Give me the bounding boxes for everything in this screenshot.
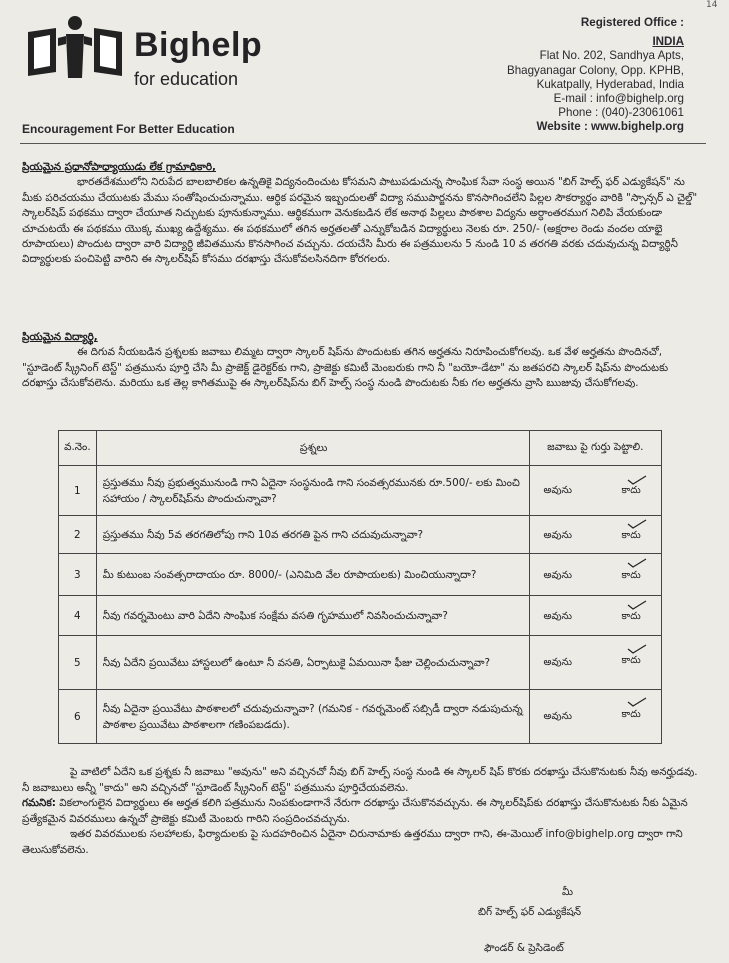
table-header-row <box>59 431 662 466</box>
checkmark-icon <box>626 643 648 655</box>
address-line: Bhagyanagar Colony, Opp. KPHB, <box>506 63 684 77</box>
registered-office-address <box>424 16 684 135</box>
paragraph-text: పై వాటిలో ఏదేని ఒక ప్రశ్నకు నీ జవాబు "అవును" అని వచ్చినచో నీవు బిగ్ హెల్ప్ సంస్థ నుండి ఈ స్కాలర్ షిప్ కొరకు దరఖాస్తు చేసుకొనుటకు నీవు అనర్హుడవు. నీ జవాబులు అన్నీ "కాదు" అని వచ్చినచో "స్టూడెంట్ స్క్రీనింగ్ టెస్ట్" పత్రమును పూర్తిచేయవలెను. <box>22 766 698 794</box>
checkmark-icon <box>626 599 648 611</box>
answer-no[interactable]: కాదు <box>621 485 641 496</box>
answer-options <box>529 466 661 516</box>
question-text: నీవు ఏదేని ప్రయివేటు హాస్టలులో ఉంటూ నీ వసతి, ఏర్పాటుకై ఏమయినా ఫీజు చెల్లించుచున్నావా? <box>96 636 529 690</box>
serial-no: 5 <box>59 636 97 690</box>
question-text: ప్రస్తుతము నీవు 5వ తరగతిలోపు గాని 10వ తరగతి పైన గాని చదువుచున్నావా? <box>96 516 529 554</box>
table-row <box>59 516 662 554</box>
serial-no: 6 <box>59 690 97 744</box>
answer-options <box>529 636 661 690</box>
eligibility-questions-table <box>58 430 662 744</box>
address-line: Kukatpally, Hyderabad, India <box>536 77 684 91</box>
question-text: నీవు ఏదైనా ప్రయివేటు పాఠశాలలో చదువుచున్నావా? (గమనిక - గవర్నమెంట్ సబ్సిడీ ద్వారా నడుపుచున్న పాఠశాల ప్రయివేటు పాఠశాలగా గణింపబడదు). <box>96 690 529 744</box>
answer-options <box>529 516 661 554</box>
paragraph <box>22 827 698 858</box>
checkmark-icon <box>626 557 648 569</box>
answer-no[interactable]: కాదు <box>621 570 641 581</box>
table-row <box>59 636 662 690</box>
answer-no[interactable]: కాదు <box>621 655 641 666</box>
table-row <box>59 466 662 516</box>
header-answer: జవాబు పై గుర్తు పెట్టాలి. <box>529 431 661 466</box>
note-text: వికలాంగులైన విద్యార్థులు ఈ అర్హత కలిగి పత్రమును నింపకుండాగానే నేరుగా దరఖాస్తు చేసుకొనవచ్చును. ఈ స్కాలర్‌షిప్‌కు దరఖాస్తు చేసుకొనుటకు నీకు ఏమైన ప్రత్యేకమైన వివరములు ఉన్నచో ప్రాజెక్టు కమిటీ మెంబరు గారిని సంప్రదించవచ్చును. <box>22 797 688 825</box>
email: E-mail : info@bighelp.org <box>553 92 684 106</box>
answer-no[interactable]: కాదు <box>621 709 641 720</box>
header-serial-no: వ.నెం. <box>59 431 97 466</box>
answer-yes[interactable]: అవును <box>543 657 573 668</box>
website: Website : www.bighelp.org <box>536 120 684 134</box>
table-row <box>59 554 662 596</box>
bighelp-logo-icon <box>22 14 128 84</box>
tagline: Encouragement For Better Education <box>22 122 235 136</box>
salutation-headmaster: ప్రియమైన ప్రధానోపాధ్యాయుడు లేక గ్రామాధికారి, <box>22 161 216 173</box>
answer-yes[interactable]: అవును <box>543 611 573 622</box>
paragraph <box>22 345 698 391</box>
page-number: 14 <box>706 0 718 10</box>
answer-yes[interactable]: అవును <box>543 711 573 722</box>
paragraph-text: ఇతర వివరములకు సలహాలకు, ఫిర్యాదులకు పై సుదహరించిన ఏదైనా చిరునామాకు ఉత్తరము ద్వారా గాని, ఈ-మెయిల్ info@bighelp.org ద్వారా గాని తెలుసుకోవలెను. <box>22 828 683 856</box>
phone: Phone : (040)-23061061 <box>558 106 684 120</box>
table-row <box>59 690 662 744</box>
paragraph-text: ఈ దిగువ నీయబడిన ప్రశ్నలకు జవాబు లిమ్మట ద్వారా స్కాలర్ షిప్‌ను పొందుటకు తగిన అర్హతను నిరూపించుకోగలవు. ఒక వేళ అర్హతను పొందినచో, "స్టూడెంట్ స్క్రీనింగ్ టెస్ట్" పత్రమును పూర్తి చేసి మీ ప్రాజెక్ట్ డైరెక్టర్‌కు గాని, ప్రాజెక్టు కమిటీ మెంబరుకు గాని నీ "బయో-డేటా" ను జతపరచి స్కాలర్ షిప్‌ను పొందుటకు దరఖాస్తు చేసుకోవలెను. మరియు ఒక తెల్ల కాగితముపై ఈ స్కాలర్‌షిప్‌ను బిగ్ హెల్ప్ సంస్థ నుండి పొందుటకు నీకు గల అర్హతను వ్రాసి ఋజువు చేసుకోగలవు. <box>22 346 669 390</box>
address-line: Flat No. 202, Sandhya Apts, <box>539 49 684 63</box>
checkmark-icon <box>626 696 648 708</box>
answer-yes[interactable]: అవును <box>543 570 573 581</box>
salutation-student: ప్రియమైన విద్యార్థి, <box>22 331 98 343</box>
answer-no[interactable]: కాదు <box>621 530 641 541</box>
question-text: ప్రస్తుతము నీవు ప్రభుత్వమునుండి గాని ఏదైనా సంస్థనుండి గాని సంవత్సరమునకు రూ.500/- లకు మించి సహాయం / స్కాలర్‌షిప్‌ను పొందుచున్నావా? <box>96 466 529 516</box>
brand-name: Bighelp <box>134 26 263 64</box>
answer-options <box>529 554 661 596</box>
table-row <box>59 596 662 636</box>
answer-options <box>529 690 661 744</box>
note <box>22 796 698 827</box>
question-text: మీ కుటుంబ సంవత్సరాదాయం రూ. 8000/- (ఎనిమిది వేల రూపాయలకు) మించియున్నాదా? <box>96 554 529 596</box>
answer-options <box>529 596 661 636</box>
question-text: నీవు గవర్నమెంటు వారి ఏదేని సాంఘిక సంక్షేమ వసతి గృహములో నివసించుచున్నావా? <box>96 596 529 636</box>
serial-no: 1 <box>59 466 97 516</box>
paragraph-text: భారతదేశములోని నిరుపేద బాలబాలికల ఉన్నతికై విద్యనందించుట కోసమని పాటుపడుచున్న సాంఘిక సేవా సంస్థ అయిన "బిగ్ హెల్ప్ ఫర్ ఎడ్యుకేషన్" ను మీకు పరిచయము చేయుటకు మేము సంతోషించుచున్నాము. ఆర్థిక పరమైన ఇబ్బందులతో విద్యా సముపార్జనను కొనసాగించలేని పిల్లల సౌకర్యార్థం వారికి "స్పాన్సర్ ఎ చైల్డ్" స్కాలర్‌షిప్ పథకము ద్వారా చేయూత నిచ్చుటకు పూనుకున్నాము. ఆర్థికముగా వెనుకబడిన లేక అనాథ పిల్లలు పాఠశాల విద్యను అర్ధాంతరముగ నిలిపి వేయకుండా చూచుటయే ఈ పథకము యొక్క ముఖ్య ఉద్దేశ్యము. ఈ పథకములో తగిన అర్హతలతో ఎన్నుకోబడిన విద్యార్థులు నెలకు రూ. 250/- (అక్షరాల రెండు వందల యాభై రూపాయలు) పొందుట ద్వారా వారి విద్యార్థి జీవితమును కొనసాగించ వచ్చును. దయచేసి మీరు ఈ పత్రములను 5 నుండి 10 వ తరగతి వరకు చదువుచున్న విద్యార్థినీ విద్యార్థులకు పంచిపెట్టి వారిని ఈ స్కాలర్‌షిప్ కోసము దరఖాస్తు చేసుకోవలసినదిగా కోరగలరు. <box>22 176 698 266</box>
brand-subtitle: for education <box>134 69 239 89</box>
paragraph <box>22 765 698 796</box>
signatory-designation: ఫౌండర్ & ప్రెసిడెంట్ <box>484 942 564 954</box>
closing-word: మీ <box>562 886 573 898</box>
paragraph <box>22 175 698 267</box>
office-label: Registered Office : <box>580 16 684 29</box>
organisation-name: బిగ్ హెల్ప్ ఫర్ ఎడ్యుకేషన్ <box>478 906 582 918</box>
header-divider <box>20 143 706 144</box>
header-questions: ప్రశ్నలు <box>96 431 529 466</box>
serial-no: 4 <box>59 596 97 636</box>
checkmark-icon <box>626 518 648 530</box>
country: INDIA <box>652 35 684 49</box>
letter-footer <box>22 765 698 859</box>
answer-no[interactable]: కాదు <box>621 611 641 622</box>
answer-yes[interactable]: అవును <box>543 530 573 541</box>
note-label: గమనిక: <box>22 797 56 810</box>
serial-no: 3 <box>59 554 97 596</box>
serial-no: 2 <box>59 516 97 554</box>
checkmark-icon <box>626 474 648 486</box>
answer-yes[interactable]: అవును <box>543 485 573 496</box>
letter-section-student <box>22 330 698 392</box>
letter-section-headmaster <box>22 160 698 268</box>
